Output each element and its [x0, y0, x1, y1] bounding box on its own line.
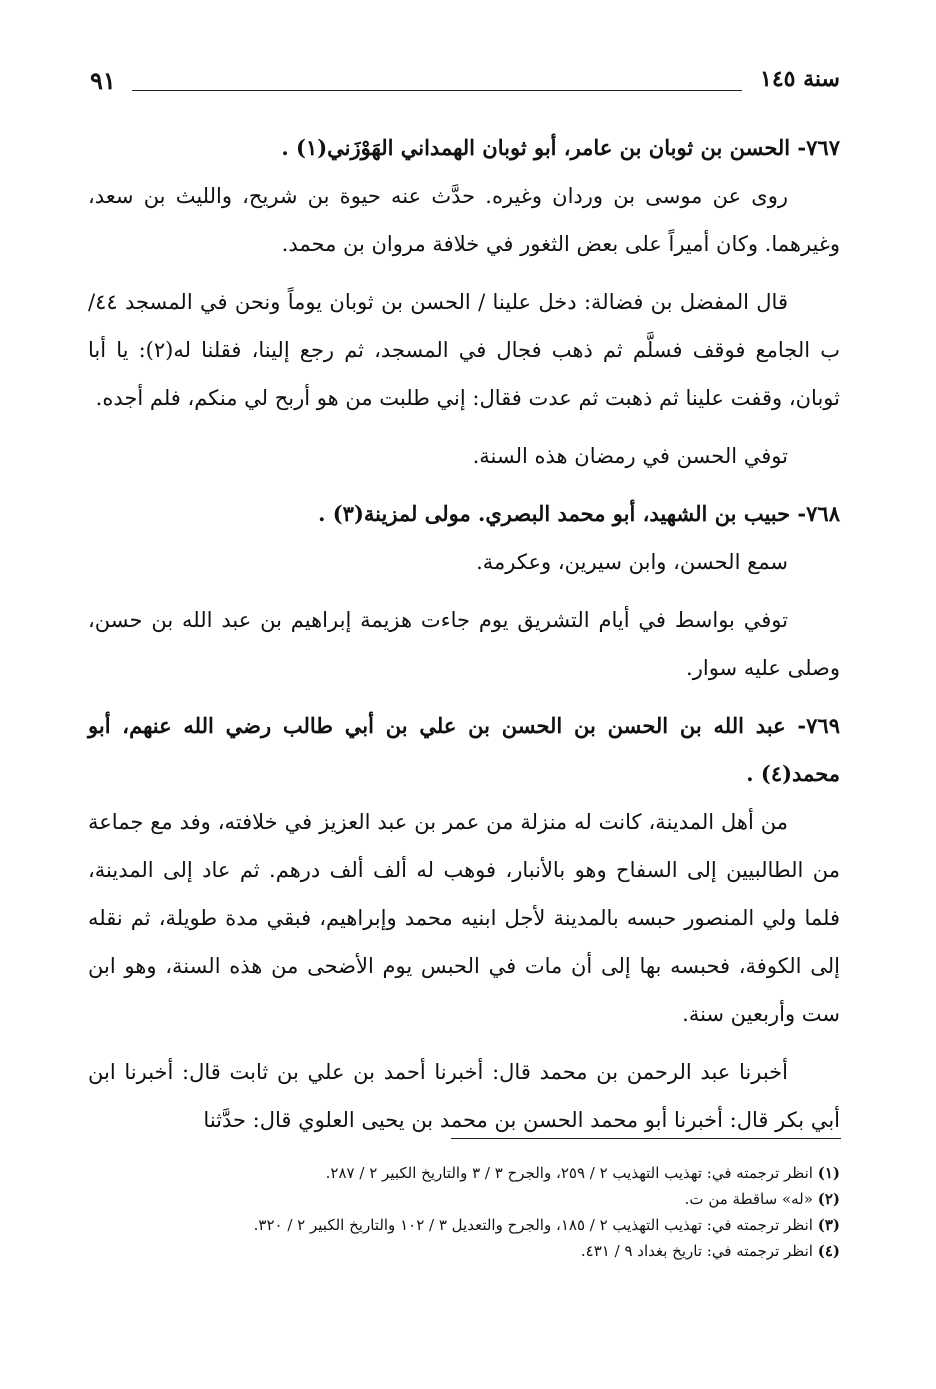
entry-768-paragraph: توفي بواسط في أيام التشريق يوم جاءت هزيمة إبراهيم بن عبد الله بن حسن، وصلى عليه سوار.	[88, 608, 840, 680]
footnote-number: (٢)	[817, 1190, 840, 1208]
footnote	[88, 1160, 840, 1186]
entry-767-paragraph: قال المفضل بن فضالة: دخل علينا / الحسن بن ثوبان يوماً ونحن في المسجد ٤٤/ب الجامع فوقف فسلَّم ثم ذهب فجال في المسجد، ثم رجع إلينا، فقلنا له(٢): يا أبا ثوبان، وقفت علينا ثم ذهبت ثم عدت فقال: إني طلبت من هو أربح لي منكم، فلم أجده.	[88, 290, 840, 410]
running-title: سنة ١٤٥	[760, 66, 840, 92]
footnote-text: انظر ترجمته في: تهذيب التهذيب ٢ / ١٨٥، والجرح والتعديل ٣ / ١٠٢ والتاريخ الكبير ٢ / ٣٢٠.	[253, 1216, 813, 1234]
entry-769-paragraph: من أهل المدينة، كانت له منزلة من عمر بن عبد العزيز في خلافته، وفد مع جماعة من الطالبيين إلى السفاح وهو بالأنبار، فوهب له ألف ألف درهم. ثم عاد إلى المدينة، فلما ولي المنصور حبسه بالمدينة لأجل ابنيه محمد وإبراهيم، فبقي مدة طويلة، ثم نقله إلى الكوفة، فحبسه بها إلى أن مات في الحبس يوم الأضحى من هذه السنة، وهو ابن ست وأربعين سنة.	[88, 810, 840, 1026]
entry-767-paragraph: توفي الحسن في رمضان هذه السنة.	[472, 444, 788, 468]
entry-768-heading: ٧٦٨- حبيب بن الشهيد، أبو محمد البصري. مولى لمزينة(٣) .	[318, 501, 840, 526]
footnote-number: (٣)	[817, 1216, 840, 1234]
footnote-number: (١)	[817, 1164, 840, 1182]
entry-767-heading: ٧٦٧- الحسن بن ثوبان بن عامر، أبو ثوبان الهمداني الهَوْزَني(١) .	[281, 135, 840, 160]
entry-768-paragraph: سمع الحسن، وابن سيرين، وعكرمة.	[476, 550, 788, 574]
footnote-text: انظر ترجمته في: تهذيب التهذيب ٢ / ٢٥٩، والجرح ٣ / ٣ والتاريخ الكبير ٢ / ٢٨٧.	[325, 1164, 813, 1182]
footnotes	[88, 1160, 840, 1264]
page-body	[88, 122, 840, 1144]
footnote	[88, 1238, 840, 1264]
entry-769-heading: ٧٦٩- عبد الله بن الحسن بن الحسن بن علي بن أبي طالب رضي الله عنهم، أبو محمد(٤) .	[88, 713, 840, 786]
entry-767-paragraph: روى عن موسى بن وردان وغيره. حدَّث عنه حيوة بن شريح، والليث بن سعد، وغيرهما. وكان أميراً على بعض الثغور في خلافة مروان بن محمد.	[88, 184, 840, 256]
footnote	[88, 1186, 840, 1212]
footnote	[88, 1212, 840, 1238]
footnote-rule	[451, 1138, 841, 1139]
footnote-number: (٤)	[817, 1242, 840, 1260]
footnote-text: «له» ساقطة من ت.	[684, 1190, 813, 1208]
page-header	[90, 66, 840, 106]
header-rule	[132, 90, 742, 91]
page-number: ٩١	[90, 66, 116, 95]
footnote-text: انظر ترجمته في: تاريخ بغداد ٩ / ٤٣١.	[580, 1242, 813, 1260]
entry-769-paragraph: أخبرنا عبد الرحمن بن محمد قال: أخبرنا أحمد بن علي بن ثابت قال: أخبرنا ابن أبي بكر قال: أخبرنا أبو محمد الحسن بن محمد بن يحيى العلوي قال: حدَّثنا	[88, 1060, 840, 1132]
